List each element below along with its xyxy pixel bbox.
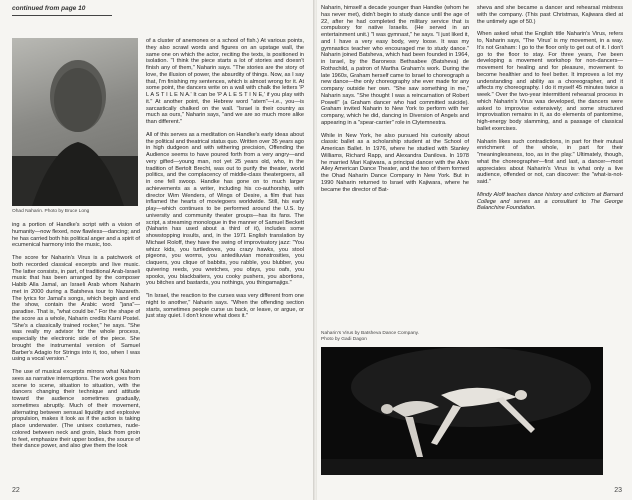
right-page: [317, 0, 632, 500]
paragraph: All of this serves as a meditation on Handke's early ideas about the political and theatrical status quo. Written over 35 years ago in high dudgeon and with withering precision, Offending the Audience seems to have poured forth from a very angry—and very gifted—young man, not yet 25 years old, who, in the tradition of Bertolt Brecht, was out to purify the theater, world politics, and the complacency of middle-class theatergoers, all in one fell swoop. Handke has gone on to much larger achievements as a writer, including his co-authorship, with director Wim Wenders, of Wings of Desire, a film that has inflamed the hearts of moviegoers worldwide. Still, his early play—which continues to be performed around the U.S. by university and community theater groups—has its fans. The script, a streaming monologue in the manner of Samuel Beckett (Naharin has used about a third of it), includes some showstopping insults, and, in the 1971 English translation by Michael Roloff, they have the swing of improvisatory jazz: "You whizz kids, you turtledoves, you crazy hawks, you stool pigeons, you worms, you antediluvian monstrosities, you claquers, you clique of babbits, you rabble, you blubber, you quivering reeds, you wretches, you ofays, you oafs, you spooks, you blackbaiters, you cooky pushers, you abortions, you bitches and bastards, you nothings, you thingamajigs.": [146, 131, 304, 287]
paragraph: ing a portion of Handke's script with a vision of humanity—now flexed, now flawless—dancing; and he has carried both his political anger and a spirit of ecumenical harmony into the music, too.: [12, 222, 140, 249]
paragraph: sheva and she became a dancer and rehearsal mistress with the company. (This past Christmas, Kajiwara died at the untimely age of 50.): [477, 5, 623, 25]
portrait-image: [12, 38, 138, 206]
paragraph: The score for Naharin's Virus is a patchwork of both recorded classical excerpts and live music. The latter consists, in part, of traditional Arab-Israeli music that has been arranged by the composer Habib Alla Jamal, an Israeli Arab whom Naharin met in 2000 during a Batsheva tour to Nazareth. The lyrics for Jamal's songs, which begin and end the show, contain the Arabic word "jana"—paradise. That is, "what could be." For the shape of the score as a whole, Naharin credits Karni Postel. "She's a classically trained rocker," he says. "She was really my advisor for the whole process, especially the electronic side of the piece. She brought the instrumental version of Samuel Barber's Adagio for Strings into it, too, when I was using a vocal version.": [12, 255, 140, 363]
right-column-1: [321, 5, 469, 199]
paragraph: Naharin, himself a decade younger than Handke (whom he has never met), didn't begin to study dance until the age of 22, after he had completed the military service that is compulsory for native Israelis. (He served in an entertainment unit.) "I was gymnast," he says. "I just liked it, and I have a very easy body, very loose. It was my gymnastics teacher who encouraged me to study dance." Naharin joined Batsheva, which had been founded in 1964, in Israel, by the Baroness Bethsabee (Batsheva) de Rothschild, a patron of Martha Graham's work. During the late 1960s, Graham herself came to Israel to choreograph a new dance—the only choreography she ever made for any company outside her own. "She saw something in me," Naharin says. "She thought I was a reincarnation of Robert Powell" (a Graham dancer who had committed suicide). Graham invited Naharin to New York to perform with her company, which he did, dancing in Diversion of Angels and appearing in a "spear-carrier" role in Clytemnestra.: [321, 5, 470, 126]
right-column-2: [477, 5, 623, 218]
paragraph: "In Israel, the reaction to the curses was very different from one night to another," Naharin says. "When the offending section starts, sometimes people curse us back, or leave, or argue, or just stay quiet. I don't know what does it.": [146, 293, 304, 320]
paragraph: When asked what the English title Naharin's Virus, refers to, Naharin says, "The 'Virus' is my movement, in a way. It's not Graham: I go to the floor only to get out of it. I don't go to the floor to stay. For three years, I've been developing a movement workshop for non-dancers—movement for healing and for pleasure, movement to become healthier and to feel better. It improves a lot my understanding and ability as a choreographer, and it affects my choreography. I do it myself 45 minutes twice a week." Over the two-year intermittent rehearsal process in which Naharin's Virus was developed, the dancers were asked to improvise extensively; and some structured improvisation remains in it, as do elements of pantomime, high-energy body slamming, and a passage of classical ballet exercises.: [477, 31, 623, 132]
paragraph: Naharin likes such contradictions, in part for their mutual enrichment of the whole, in part for their "meaninglessness, too, as in the play." Ultimately, though, what the choreographer—first and last, a dancer—most appreciates about Naharin's Virus is what only a live audience, offended or not, can discover: the "what-is-not-said.": [477, 138, 623, 185]
dance-photo: [321, 347, 603, 475]
dance-photo-caption: Naharin's Virus by Batsheva Dance Company. Photo by Gadi Dagon: [321, 331, 420, 342]
portrait-caption: Ohad Naharin. Photo by Bruce Long: [12, 209, 90, 214]
paragraph: of a cluster of anemones or a school of fish.) At various points, they also scrawl words and figures on an upstage wall, the same one on which the actor, reciting the texts, is positioned in isolation. "I think the piece starts a lot of stories and doesn't finish any of them," Naharin says. "The stories are the story of love, the illusion of power, the absurdity of things. Now, as I say that, I'm finishing my sentences, which is almost wrong for it. At some point, the dancers write on a wall with chalk the letters 'P L A S T I L E N A.' It can be 'P A L E S T I N E,' if you play with it." At another point, the Hebrew word "atem"—i.e., you—is sarcastically chalked on the wall. "Israel is their country as much as ours," Naharin says, "and we are so much more alike than different.": [146, 38, 304, 125]
left-column-1: [12, 222, 140, 456]
page-number: 22: [12, 487, 20, 494]
header-rule: [12, 15, 112, 16]
dance-image: [321, 347, 603, 475]
page-number: 23: [614, 487, 622, 494]
left-column-2: [146, 38, 304, 326]
paragraph: The use of musical excerpts mirrors what Naharin sees as narrative interruptions. The work goes from scene to scene, situation to situation, with the dancers changing their technique and attitude toward the audience sometimes gradually, sometimes abruptly. Much of their movement, alternating between sensual liquidity and explosive propulsion, makes it look as if the action is taking place underwater. (The unisex costumes, nude-colored between neck and groin, black from groin to feet, emphasize their upper bodies, the source of their dance power, and also give them the look: [12, 369, 140, 450]
paragraph: While in New York, he also pursued his curiosity about classic ballet as a scholarship student at the School of American Ballet. In 1976, where he studied with Stanley Williams, Richard Rapp, and Alexandra Danilova. In 1978 he married Mari Kajiwara, a principal dancer with the Alvin Ailey American Dance Theater, and the two of them formed the Ohad Naharin Dance Company in New York. But in 1990 Naharin returned to Israel with Kajiwara, where he became the director of Bat-: [321, 132, 469, 193]
left-page: [0, 0, 315, 500]
continued-label: continued from page 10: [12, 5, 86, 12]
author-bio: Mindy Aloff teaches dance history and criticism at Barnard College and serves as a consultant to The George Balanchine Foundation.: [477, 191, 623, 212]
portrait-photo: [12, 38, 138, 206]
